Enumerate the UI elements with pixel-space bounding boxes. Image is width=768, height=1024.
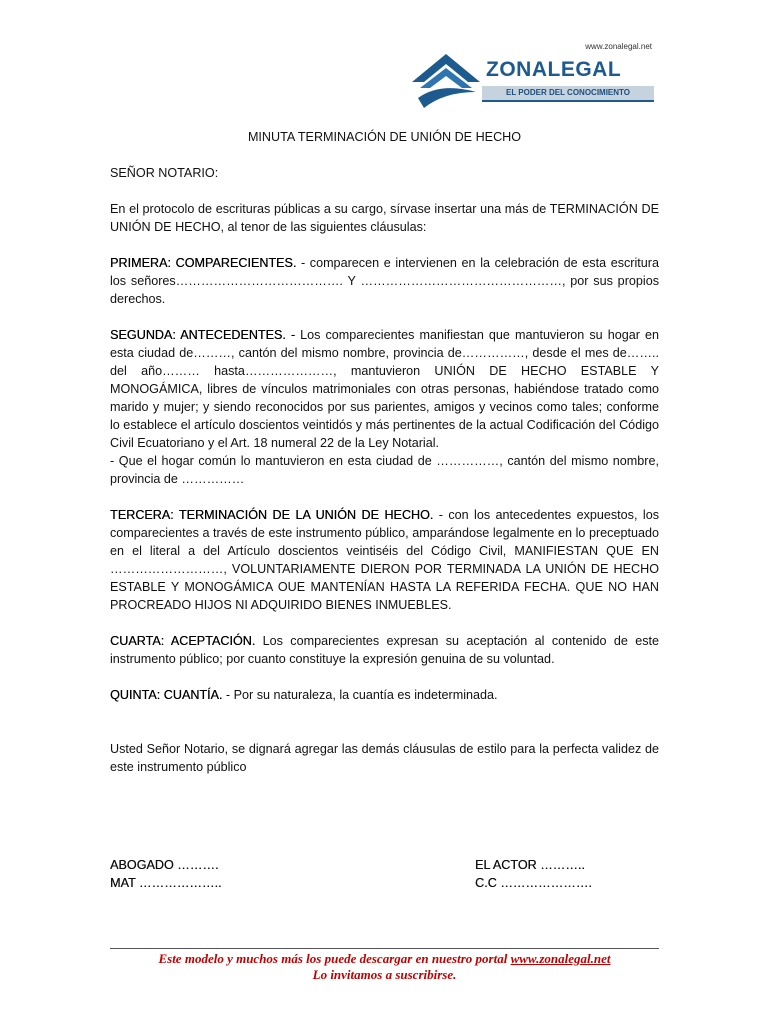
signature-line: MAT ……………….. xyxy=(110,876,222,890)
clause-heading: PRIMERA: COMPARECIENTES. xyxy=(110,256,297,270)
clause-segunda xyxy=(110,326,659,488)
intro-paragraph: En el protocolo de escrituras públicas a su cargo, sírvase insertar una más de TERMINACIÓN DE UNIÓN DE HECHO, al tenor de las siguientes cláusulas: xyxy=(110,202,659,234)
clause-tercera xyxy=(110,506,659,614)
clause-heading: CUARTA: ACEPTACIÓN. xyxy=(110,634,256,648)
logo xyxy=(410,42,660,112)
clause-text: - con los antecedentes expuestos, los comparecientes a través de este instrumento público, amparándose legalmente en lo preceptuado en el literal a del Artículo doscientos veintiséis del Código Civil, MANIFIESTAN QUE EN ………………………, VOLUNTARIAMENTE DIERON POR TERMINADA LA UNIÓN DE HECHO ESTABLE Y MONOGÁMICA OUE MANTENÍAN HASTA LA REFERIDA FECHA. QUE NO HAN PROCREADO HIJOS NI ADQUIRIDO BIENES INMUEBLES. xyxy=(110,508,659,612)
clause-heading: SEGUNDA: ANTECEDENTES. - xyxy=(110,328,296,342)
clause-cuarta xyxy=(110,632,659,668)
footer-line-1 xyxy=(110,951,659,967)
document-body xyxy=(110,128,659,794)
footer xyxy=(110,948,659,983)
signature-abogado xyxy=(110,856,221,892)
clause-extra: - Que el hogar común lo mantuvieron en esta ciudad de ……………, cantón del mismo nombre, provincia de …………… xyxy=(110,454,659,486)
clause-quinta xyxy=(110,686,659,704)
logo-brand: ZONALEGAL xyxy=(486,58,622,81)
clause-text: Los comparecientes expresan su aceptación al contenido de este instrumento público; por cuanto constituye la expresión genuina de su voluntad. xyxy=(110,634,660,666)
salutation: SEÑOR NOTARIO: xyxy=(110,166,219,180)
signature-line: C.C …………………. xyxy=(475,876,592,890)
clause-primera xyxy=(110,254,659,308)
clause-text: - Por su naturaleza, la cuantía es indeterminada. xyxy=(222,688,498,702)
logo-tagline: EL PODER DEL CONOCIMIENTO xyxy=(482,86,654,102)
signature-actor xyxy=(475,856,592,892)
clause-heading: QUINTA: CUANTÍA. xyxy=(110,688,223,702)
closing-paragraph: Usted Señor Notario, se dignará agregar las demás cláusulas de estilo para la perfecta validez de este instrumento público xyxy=(110,742,659,774)
page-title: MINUTA TERMINACIÓN DE UNIÓN DE HECHO xyxy=(247,130,522,144)
footer-text: Este modelo y muchos más los puede descargar en nuestro portal xyxy=(158,951,511,966)
clause-text: - comparecen e intervienen en la celebración de esta escritura los señores…………………………………. Y …………………………………………, por sus propios derechos. xyxy=(110,256,659,306)
footer-line-2: Lo invitamos a suscribirse. xyxy=(312,967,457,982)
zonalegal-logo-icon xyxy=(410,52,484,110)
clause-heading: TERCERA: TERMINACIÓN DE LA UNIÓN DE HECHO. xyxy=(110,508,434,522)
signature-line: ABOGADO ………. xyxy=(110,858,219,872)
logo-url[interactable]: www.zonalegal.net xyxy=(585,42,652,51)
signature-line: EL ACTOR ……….. xyxy=(475,858,585,872)
footer-link[interactable]: www.zonalegal.net xyxy=(510,951,611,966)
clause-text: Los comparecientes manifiestan que mantuvieron su hogar en esta ciudad de………, cantón del mismo nombre, provincia de……………, desde el mes de…….. del año……… hasta…………………, mantuvieron UNIÓN DE HECHO ESTABLE Y MONOGÁMICA, libres de vínculos matrimoniales con otras personas, habiéndose tratado como marido y mujer; y siendo reconocidos por sus parientes, amigos y vecinos como tales; conforme lo establece el artículo doscientos veintidós y más pertinentes de la actual Codificación del Código Civil Ecuatoriano y el Art. 18 numeral 22 de la Ley Notarial. xyxy=(110,328,659,450)
